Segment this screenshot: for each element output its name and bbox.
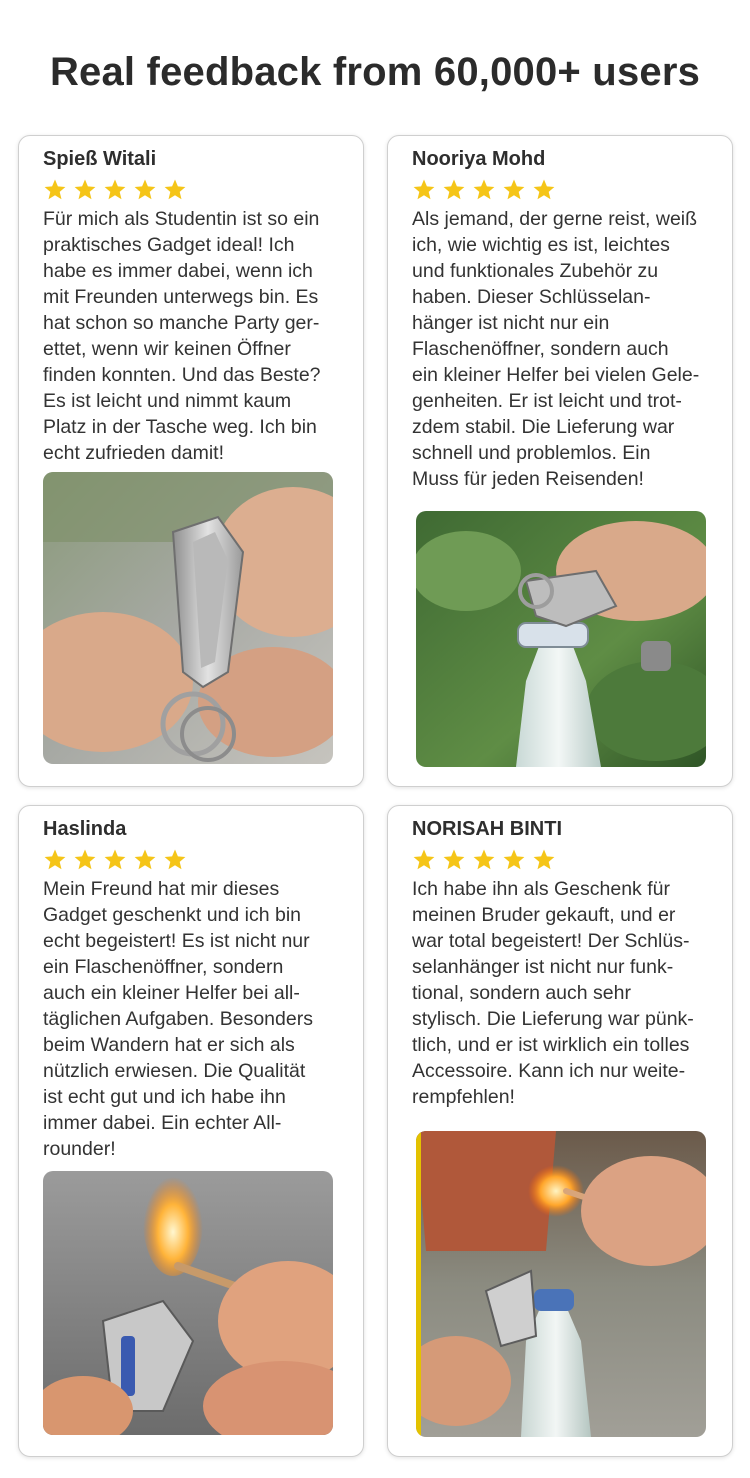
reviewer-name: Haslinda xyxy=(43,818,127,840)
star-icon xyxy=(43,178,67,202)
star-icon xyxy=(502,178,526,202)
star-icon xyxy=(472,178,496,202)
review-text: Als jemand, der gerne reist, weiß ich, wie wichtig es ist, leichtes und funktionales Zubehör zu haben. Dieser Schlüsselan- hänger ist nicht nur ein Flaschenöffner, sondern auch ein kleiner Helfer bei vielen Gele- genheiten. Er ist leicht und trot- zdem stabil. Die Lieferung war schnell und problemlos. Ein Muss für jeden Reisenden! xyxy=(412,208,700,490)
star-icon xyxy=(532,848,556,872)
star-icon xyxy=(133,178,157,202)
star-icon xyxy=(412,178,436,202)
bottle-opening-photo xyxy=(416,511,706,767)
star-icon xyxy=(442,178,466,202)
star-icon xyxy=(163,848,187,872)
star-icon xyxy=(442,848,466,872)
match-lighter-flame-photo xyxy=(43,1171,333,1435)
star-icon xyxy=(73,848,97,872)
reviewer-name: Spieß Witali xyxy=(43,148,157,170)
review-card xyxy=(18,135,364,787)
star-rating xyxy=(43,178,187,202)
reviewer-name: NORISAH BINTI xyxy=(412,818,562,840)
review-card xyxy=(18,805,364,1457)
star-icon xyxy=(472,848,496,872)
star-rating xyxy=(412,848,556,872)
star-icon xyxy=(163,178,187,202)
review-text: Mein Freund hat mir dieses Gadget geschenkt und ich bin echt begeistert! Es ist nicht nur ein Flaschenöffner, sondern auch ein kleiner Helfer bei all- täglichen Aufgaben. Besonders beim Wandern hat er sich als nützlich erwiesen. Die Qualität ist echt gut und ich habe ihn immer dabei. Ein echter All- rounder! xyxy=(43,878,313,1160)
review-card xyxy=(387,805,733,1457)
star-icon xyxy=(532,178,556,202)
star-rating xyxy=(43,848,187,872)
star-rating xyxy=(412,178,556,202)
lighter-and-bottle-photo xyxy=(416,1131,706,1437)
star-icon xyxy=(502,848,526,872)
star-icon xyxy=(103,848,127,872)
reviewer-name: Nooriya Mohd xyxy=(412,148,546,170)
star-icon xyxy=(133,848,157,872)
star-icon xyxy=(412,848,436,872)
page-title: Real feedback from 60,000+ users xyxy=(49,50,701,94)
review-card xyxy=(387,135,733,787)
review-text: Ich habe ihn als Geschenk für meinen Bruder gekauft, und er war total begeistert! Der Schlüs- selanhänger ist nicht nur funk- tional, sondern auch sehr stylisch. Die Lieferung war pünk- tlich, und er ist wirklich ein tolles Accessoire. Kann ich nur weite- rempfehlen! xyxy=(412,878,694,1108)
review-text: Für mich als Studentin ist so ein praktisches Gadget ideal! Ich habe es immer dabei, wenn ich mit Freunden unterwegs bin. Es hat schon so manche Party ger- ettet, wenn wir keinen Öffner finden konnten. Und das Beste? Es ist leicht und nimmt kaum Platz in der Tasche weg. Ich bin echt zufrieden damit! xyxy=(43,208,321,464)
star-icon xyxy=(73,178,97,202)
star-icon xyxy=(103,178,127,202)
keychain-carabiner-photo xyxy=(43,472,333,764)
star-icon xyxy=(43,848,67,872)
